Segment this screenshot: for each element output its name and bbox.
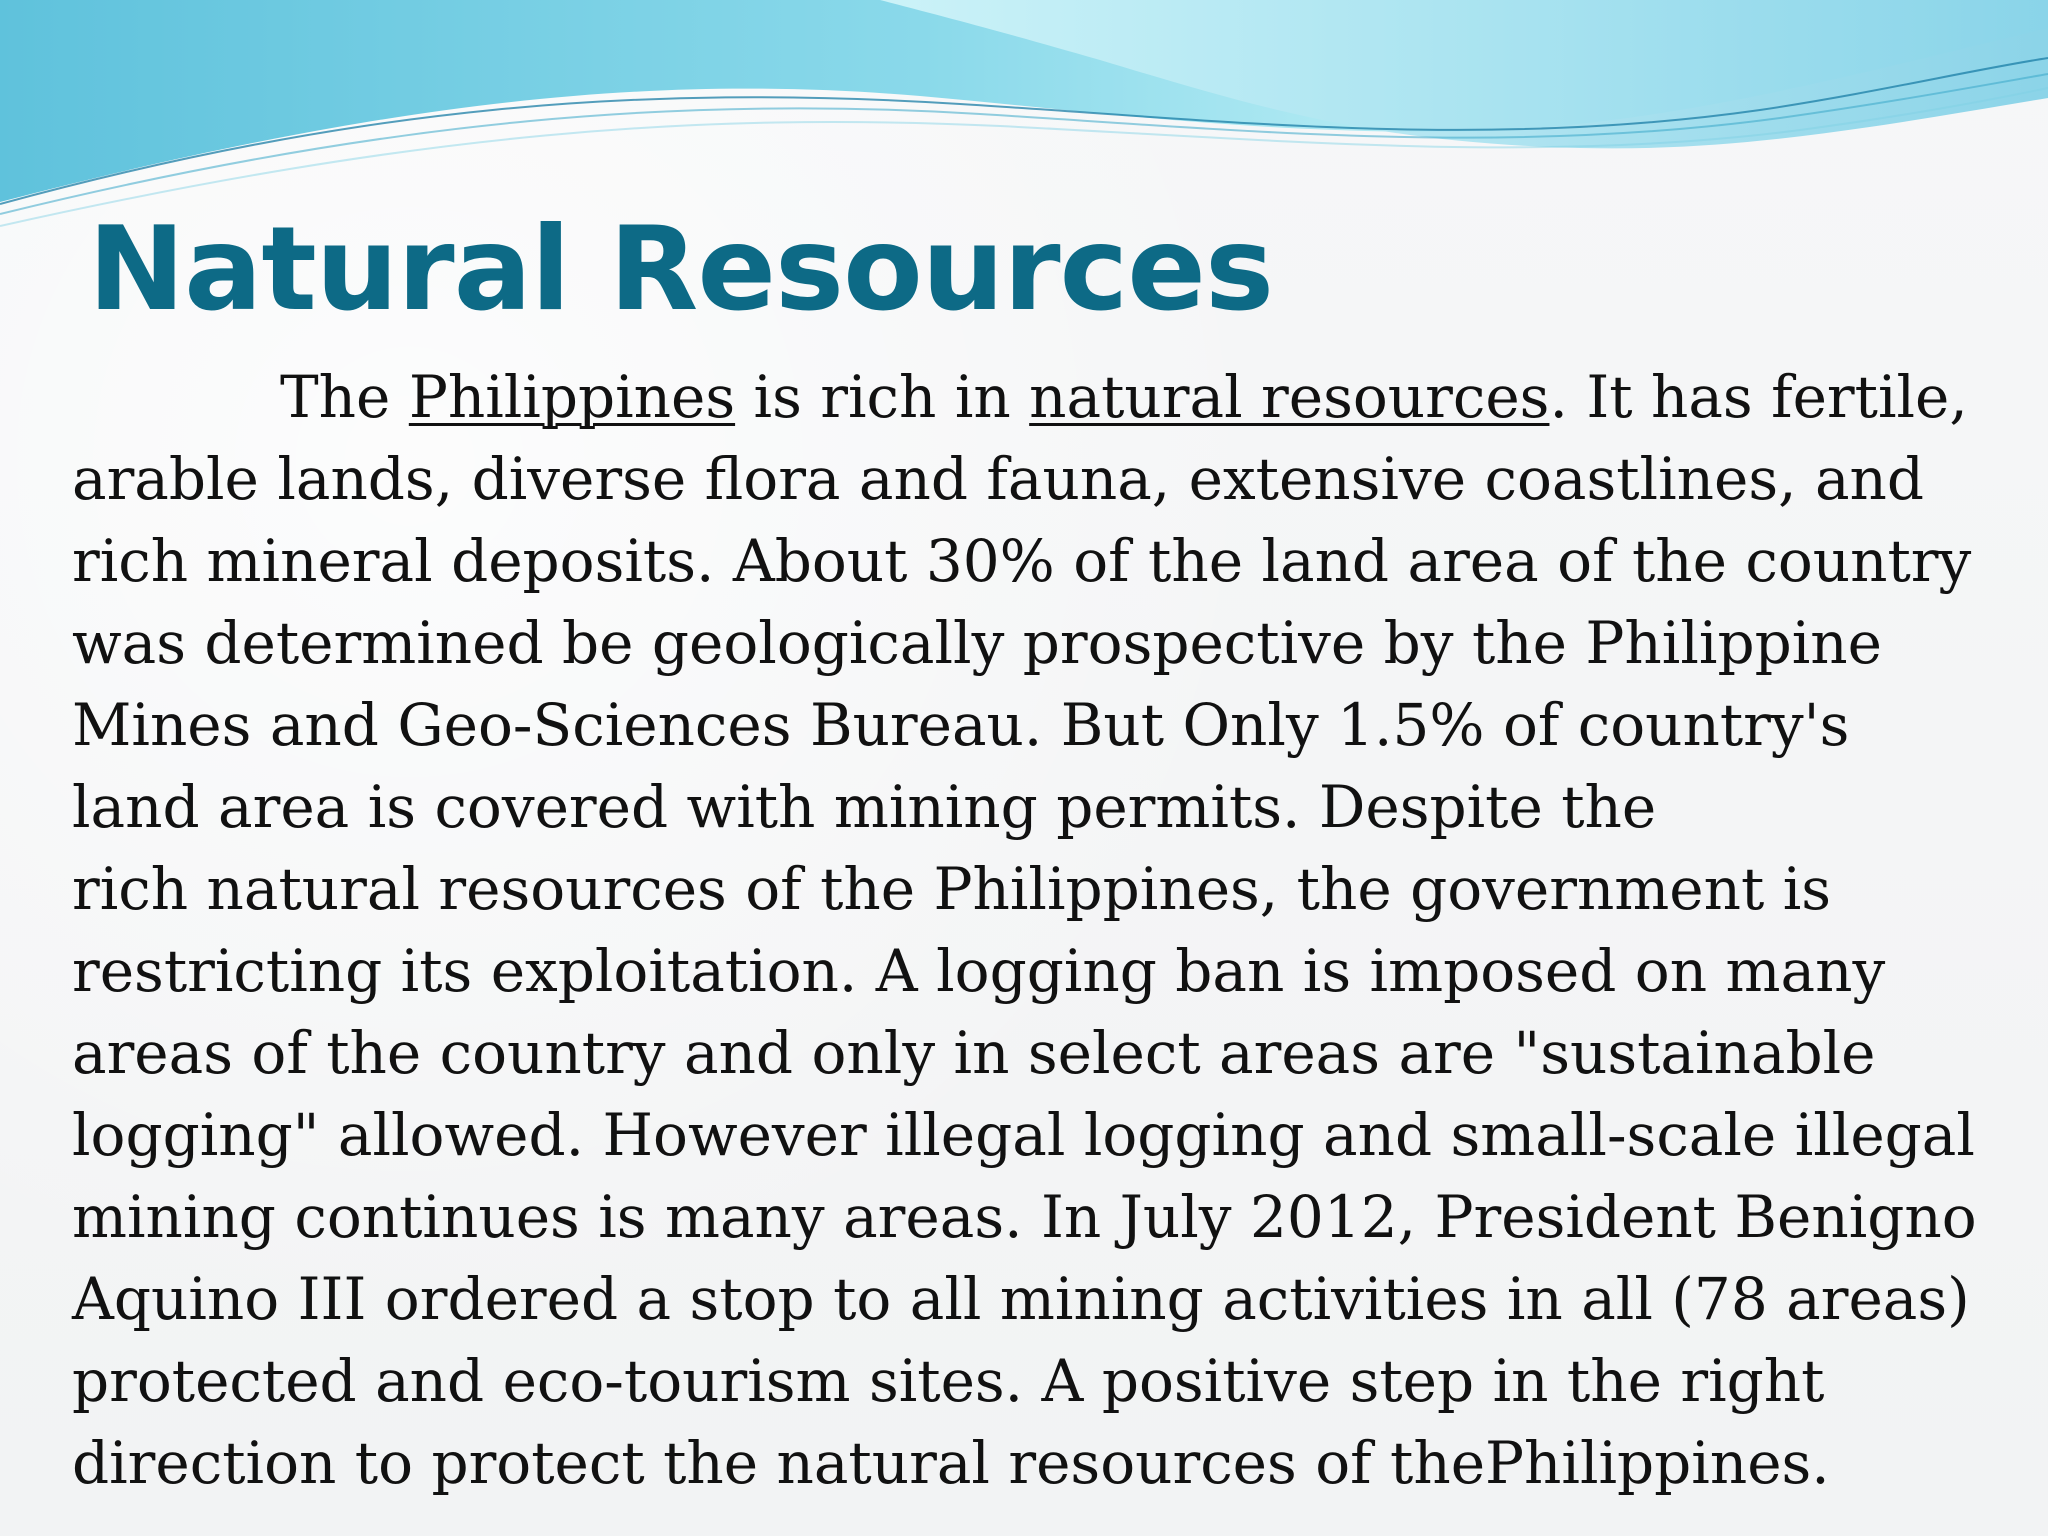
line1-text-start: The [280,363,409,431]
body-line-1 [72,356,2002,438]
body-line-8: restricting its exploitation. A logging ban is imposed on many [72,937,1886,1005]
body-line-10: logging" allowed. However illegal logging and small-scale illegal [72,1101,1975,1169]
body-line-6: land area is covered with mining permits. Despite the [72,773,1657,841]
body-line-5: Mines and Geo-Sciences Bureau. But Only 1.5% of country's [72,691,1850,759]
body-line-9: areas of the country and only in select areas are "sustainable [72,1019,1876,1087]
body-paragraph [72,356,2002,1504]
body-line-12: Aquino III ordered a stop to all mining activities in all (78 areas) [72,1265,1970,1333]
line1-text-middle: is rich in [735,363,1030,431]
line1-text-end: . It has fertile, [1549,363,1968,431]
natural-resources-link[interactable]: natural resources [1029,363,1550,431]
body-line-11: mining continues is many areas. In July 2012, President Benigno [72,1183,1977,1251]
body-line-13: protected and eco-tourism sites. A positive step in the right [72,1347,1825,1415]
body-line-2: arable lands, diverse flora and fauna, extensive coastlines, and [72,445,1925,513]
body-line-14: direction to protect the natural resources of thePhilippines. [72,1429,1830,1497]
body-line-3: rich mineral deposits. About 30% of the land area of the country [72,527,1972,595]
body-line-4: was determined be geologically prospective by the Philippine [72,609,1882,677]
philippines-link[interactable]: Philippines [408,363,736,431]
body-line-7: rich natural resources of the Philippines, the government is [72,855,1832,923]
slide-title: Natural Resources [88,202,1274,337]
